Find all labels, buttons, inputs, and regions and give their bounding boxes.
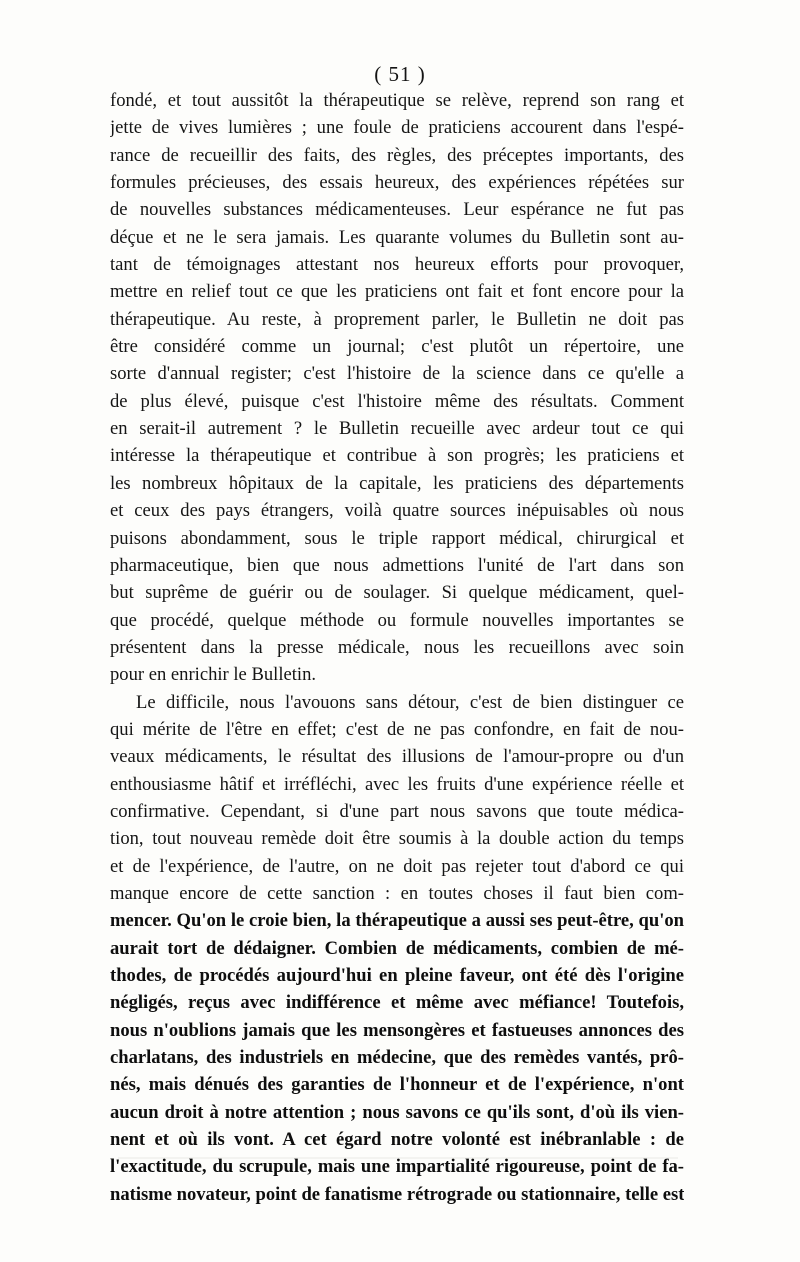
text-line: en serait-il autrement ? le Bulletin recueille avec ardeur tout ce qui: [110, 418, 684, 440]
text-line: mencer. Qu'on le croie bien, la thérapeutique a aussi ses peut-être, qu'on: [110, 910, 684, 932]
text-line: qui mérite de l'être en effet; c'est de ne pas confondre, en fait de nou-: [110, 718, 684, 740]
text-line: déçue et ne le sera jamais. Les quarante volumes du Bulletin sont au-: [110, 226, 684, 248]
text-line: et ceux des pays étrangers, voilà quatre sources inépuisables où nous: [110, 500, 684, 522]
text-line: manque encore de cette sanction : en toutes choses il faut bien com-: [110, 882, 684, 904]
text-line: nent et où ils vont. A cet égard notre volonté est inébranlable : de: [110, 1129, 684, 1151]
text-line: enthousiasme hâtif et irréfléchi, avec les fruits d'une expérience réelle et: [110, 773, 684, 795]
text-line: les nombreux hôpitaux de la capitale, les praticiens des départements: [110, 472, 684, 494]
text-line: nés, mais dénués des garanties de l'honneur et de l'expérience, n'ont: [110, 1074, 684, 1096]
text-line: et de l'expérience, de l'autre, on ne doit pas rejeter tout d'abord ce qui: [110, 855, 684, 877]
text-line: jette de vives lumières ; une foule de praticiens accourent dans l'espé-: [110, 117, 684, 139]
text-line: rance de recueillir des faits, des règles, des préceptes importants, des: [110, 144, 684, 166]
text-line: confirmative. Cependant, si d'une part nous savons que toute médica-: [110, 800, 684, 822]
text-line: pharmaceutique, bien que nous admettions l'unité de l'art dans son: [110, 554, 684, 576]
body-text: [110, 87, 684, 1208]
text-line: être considéré comme un journal; c'est plutôt un répertoire, une: [110, 336, 684, 358]
text-line: formules précieuses, des essais heureux, des expériences répétées sur: [110, 172, 684, 194]
text-line: négligés, reçus avec indifférence et même avec méfiance! Toutefois,: [110, 992, 684, 1014]
bleed-through-text: [118, 1152, 678, 1164]
text-line: aucun droit à notre attention ; nous savons ce qu'ils sont, d'où ils vien-: [110, 1101, 684, 1123]
text-line: présentent dans la presse médicale, nous les recueillons avec soin: [110, 636, 684, 658]
text-line: thodes, de procédés aujourd'hui en pleine faveur, ont été dès l'origine: [110, 965, 684, 986]
text-line: natisme novateur, point de fanatisme rétrograde ou stationnaire, telle est: [110, 1183, 684, 1205]
text-line: l'exactitude, du scrupule, mais une impartialité rigoureuse, point de fa-: [110, 1156, 684, 1178]
text-line: aurait tort de dédaigner. Combien de médicaments, combien de mé-: [110, 937, 684, 959]
text-line: de nouvelles substances médicamenteuses. Leur espérance ne fut pas: [110, 199, 684, 221]
text-line: sorte d'annual register; c'est l'histoire de la science dans ce qu'elle a: [110, 363, 684, 385]
text-line: but suprême de guérir ou de soulager. Si quelque médicament, quel-: [110, 582, 684, 604]
text-line: tant de témoignages attestant nos heureux efforts pour provoquer,: [110, 254, 684, 276]
text-line: intéresse la thérapeutique et contribue à son progrès; les praticiens et: [110, 445, 684, 467]
text-line: tion, tout nouveau remède doit être soumis à la double action du temps: [110, 828, 684, 850]
text-line: fondé, et tout aussitôt la thérapeutique se relève, reprend son rang et: [110, 90, 684, 111]
text-line: thérapeutique. Au reste, à proprement parler, le Bulletin ne doit pas: [110, 308, 684, 330]
text-line: de plus élevé, puisque c'est l'histoire même des résultats. Comment: [110, 390, 684, 412]
page-number: ( 51 ): [374, 62, 426, 86]
text-line: puisons abondamment, sous le triple rapport médical, chirurgical et: [110, 527, 684, 549]
text-line: veaux médicaments, le résultat des illusions de l'amour-propre ou d'un: [110, 746, 684, 768]
text-line: charlatans, des industriels en médecine, que des remèdes vantés, prô-: [110, 1047, 684, 1069]
text-line: mettre en relief tout ce que les praticiens ont fait et font encore pour la: [110, 281, 684, 303]
bleed-through-mark: [118, 1152, 678, 1164]
text-line: nous n'oublions jamais que les mensongères et fastueuses annonces des: [110, 1019, 684, 1041]
paragraph-start-line: Le difficile, nous l'avouons sans détour, c'est de bien distinguer ce: [136, 691, 684, 713]
paragraph-end-line: pour en enrichir le Bulletin.: [110, 664, 317, 686]
text-line: que procédé, quelque méthode ou formule nouvelles importantes se: [110, 609, 684, 631]
